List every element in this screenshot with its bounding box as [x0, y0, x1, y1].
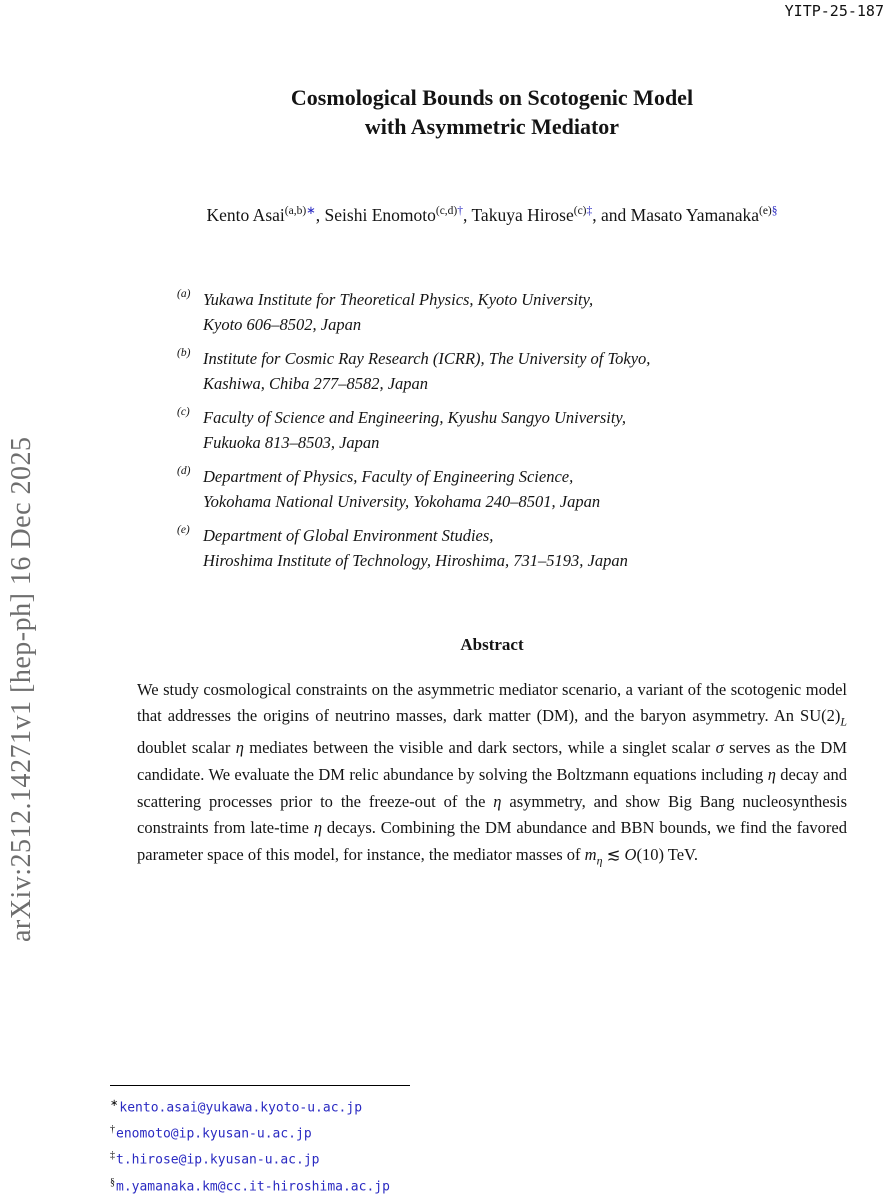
author-footnote-marker[interactable]: ∗ — [306, 205, 316, 217]
abstract-segment: σ — [715, 738, 724, 758]
abstract-heading: Abstract — [460, 634, 524, 654]
affiliation-label: (c) — [177, 405, 190, 418]
abstract-segment: asymmetry, and show Big Bang nucleosynthesis constraints from late-time — [137, 791, 847, 838]
affiliation-line-2: Fukuoka 813–8503, Japan — [203, 432, 380, 452]
abstract-segment: We study cosmological constraints on the asymmetric mediator scenario, a variant of the scotogenic model that addresses the origins of neutrino masses, dark matter (DM), and the baryon asymmetry. An SU(2) — [137, 679, 847, 726]
abstract-segment: serves as the DM candidate. We evaluate the DM relic abundance by solving the Boltzmann equations including — [137, 738, 847, 784]
abstract-segment: η — [235, 738, 244, 758]
affiliation-list — [177, 287, 825, 573]
author-separator: , and — [592, 204, 631, 225]
abstract-segment: η — [493, 791, 502, 811]
affiliation-text — [203, 405, 825, 455]
author — [207, 205, 325, 225]
abstract-segment: L — [840, 714, 847, 729]
abstract-segment: O — [624, 844, 637, 864]
abstract-segment: doublet scalar — [137, 738, 236, 758]
affiliation-text — [203, 523, 825, 573]
affiliation-label: (d) — [177, 464, 191, 477]
affiliation — [177, 346, 825, 396]
affiliation — [177, 523, 825, 573]
affiliation — [177, 405, 825, 455]
footnote-marker: † — [110, 1124, 115, 1136]
affiliation-label: (a) — [177, 287, 191, 300]
affiliation-line-1: Department of Global Environment Studies, — [203, 525, 494, 545]
author-affil-sup: (c) — [573, 205, 587, 217]
author-affil-sup: (c,d) — [435, 205, 458, 217]
email-link[interactable]: t.hirose@ip.kyusan-u.ac.jp — [116, 1152, 320, 1168]
abstract-segment: η — [767, 764, 776, 784]
affiliation-line-1: Faculty of Science and Engineering, Kyushu Sangyo University, — [203, 407, 626, 427]
affiliation-label: (e) — [177, 523, 190, 536]
footnote — [110, 1145, 850, 1171]
title-line-2: with Asymmetric Mediator — [364, 114, 620, 139]
footnote-marker: § — [110, 1176, 115, 1188]
author-name: Kento Asai — [206, 204, 285, 225]
abstract-text — [137, 677, 847, 874]
report-number: YITP-25-187 — [784, 2, 884, 20]
email-link[interactable]: m.yamanaka.km@cc.it-hiroshima.ac.jp — [116, 1179, 390, 1194]
affiliation — [177, 464, 825, 514]
affiliation-line-1: Department of Physics, Faculty of Engineering Science, — [203, 466, 574, 486]
email-link[interactable]: enomoto@ip.kyusan-u.ac.jp — [116, 1126, 312, 1142]
email-link[interactable]: kento.asai@yukawa.kyoto-u.ac.jp — [119, 1100, 363, 1116]
footnote-rule — [110, 1085, 410, 1086]
abstract-segment: η — [596, 852, 603, 867]
author-footnote-marker[interactable]: † — [457, 205, 464, 217]
abstract-segment: decay and scattering processes prior to the freeze-out of the — [137, 764, 847, 811]
affiliation-line-1: Institute for Cosmic Ray Research (ICRR), The University of Tokyo, — [203, 348, 651, 368]
footnote-marker: ∗ — [110, 1097, 119, 1109]
footnote — [110, 1119, 850, 1145]
author-separator: , — [315, 204, 325, 225]
author-footnote-marker[interactable]: ‡ — [586, 205, 593, 217]
author-footnote-marker[interactable]: § — [771, 205, 778, 217]
author — [325, 205, 472, 225]
affiliation-label: (b) — [177, 346, 191, 359]
abstract-segment: decays. Combining the DM abundance and BBN bounds, we find the favored parameter space of this model, for instance, the mediator masses of — [137, 818, 847, 864]
author — [471, 205, 630, 225]
arxiv-stamp: arXiv:2512.14271v1 [hep-ph] 16 Dec 2025 — [6, 436, 37, 942]
author-line — [107, 199, 877, 227]
affiliation-line-2: Yokohama National University, Yokohama 240–8501, Japan — [203, 491, 601, 511]
affiliation-text — [203, 346, 825, 396]
abstract-segment: η — [313, 818, 323, 838]
title-line-1: Cosmological Bounds on Scotogenic Model — [290, 85, 694, 110]
author — [631, 205, 778, 225]
abstract-segment: m — [584, 844, 597, 864]
author-name: Masato Yamanaka — [630, 204, 759, 225]
affiliation-text — [203, 287, 825, 337]
affiliation-line-1: Yukawa Institute for Theoretical Physics, Kyoto University, — [203, 289, 594, 309]
affiliation-line-2: Hiroshima Institute of Technology, Hiroshima, 731–5193, Japan — [203, 550, 628, 570]
affiliation-line-2: Kyoto 606–8502, Japan — [203, 314, 362, 334]
footnote-marker: ‡ — [110, 1150, 115, 1162]
abstract-segment: mediates between the visible and dark sectors, while a singlet scalar — [243, 738, 716, 758]
affiliation — [177, 287, 825, 337]
affiliation-line-2: Kashiwa, Chiba 277–8582, Japan — [203, 373, 429, 393]
author-affil-sup: (e) — [758, 205, 772, 217]
author-affil-sup: (a,b) — [284, 205, 307, 217]
footnote — [110, 1172, 850, 1198]
author-separator: , — [463, 204, 472, 225]
affiliation-text — [203, 464, 825, 514]
main-column — [107, 0, 877, 874]
author-name: Takuya Hirose — [471, 204, 574, 225]
footnote — [110, 1093, 850, 1119]
abstract-segment: (10) TeV. — [636, 844, 698, 864]
footnotes — [110, 1085, 850, 1198]
author-name: Seishi Enomoto — [324, 204, 436, 225]
abstract-segment: ≲ — [602, 844, 625, 864]
paper-title — [107, 83, 877, 141]
